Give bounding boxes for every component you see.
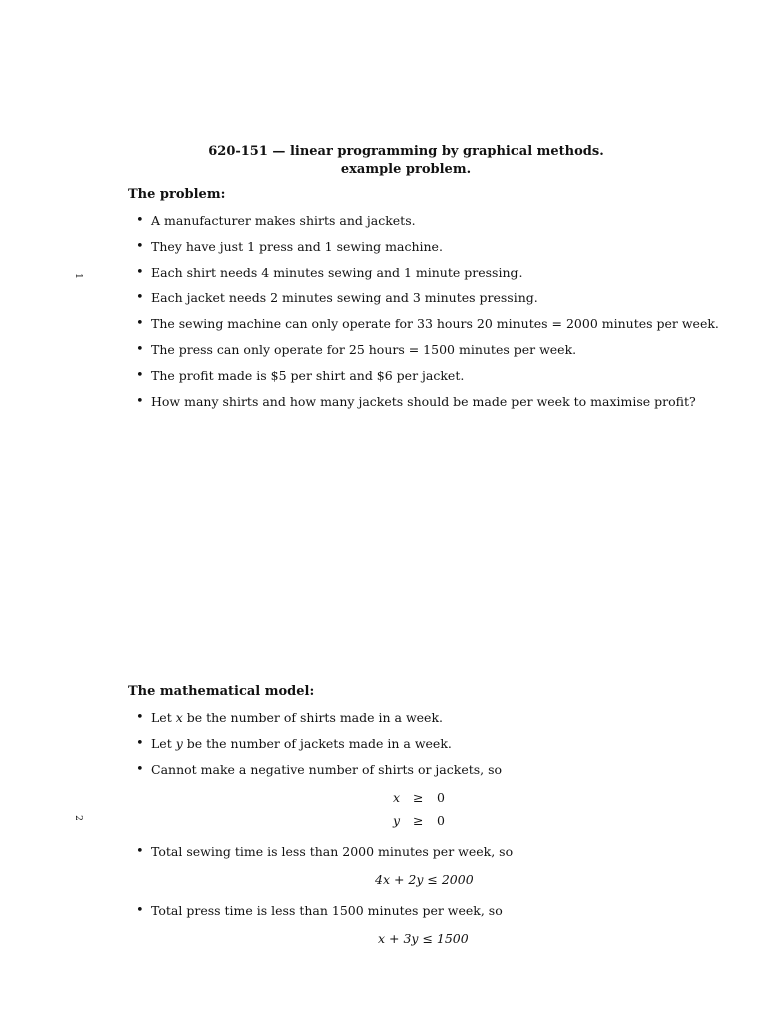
list-item: • Total sewing time is less than 2000 minutes per week, so	[136, 843, 513, 869]
list-item: • They have just 1 press and 1 sewing machine.	[136, 238, 719, 264]
list-item: • Each jacket needs 2 minutes sewing and 3 minutes pressing.	[136, 289, 719, 315]
list-item: • The sewing machine can only operate for 33 hours 20 minutes = 2000 minutes per week.	[136, 315, 719, 341]
page-number-2: 2	[72, 815, 83, 821]
document-subtitle: example problem.	[340, 162, 472, 177]
list-item: • How many shirts and how many jackets should be made per week to maximise profit?	[136, 393, 719, 419]
document-title: 620-151 — linear programming by graphical methods.	[208, 144, 604, 159]
page-number-1: 1	[72, 273, 83, 279]
list-item: • Total press time is less than 1500 minutes per week, so	[136, 902, 503, 928]
model-list	[136, 709, 502, 786]
list-item: • Let y be the number of jackets made in a week.	[136, 735, 502, 761]
list-item: • Each shirt needs 4 minutes sewing and 1 minute pressing.	[136, 264, 719, 290]
list-item: • The press can only operate for 25 hours = 1500 minutes per week.	[136, 341, 719, 367]
sewing-list	[136, 843, 513, 869]
problem-list	[136, 212, 719, 418]
press-list	[136, 902, 503, 928]
list-item: • The profit made is $5 per shirt and $6 per jacket.	[136, 367, 719, 393]
list-item: • A manufacturer makes shirts and jackets.	[136, 212, 719, 238]
list-item: • Cannot make a negative number of shirts or jackets, so	[136, 761, 502, 787]
problem-heading: The problem:	[128, 187, 226, 202]
press-constraint-equation: x + 3y ≤ 1500	[378, 931, 469, 946]
model-heading: The mathematical model:	[128, 684, 315, 699]
sewing-constraint-equation: 4x + 2y ≤ 2000	[375, 872, 474, 887]
list-item: • Let x be the number of shirts made in a week.	[136, 709, 502, 735]
